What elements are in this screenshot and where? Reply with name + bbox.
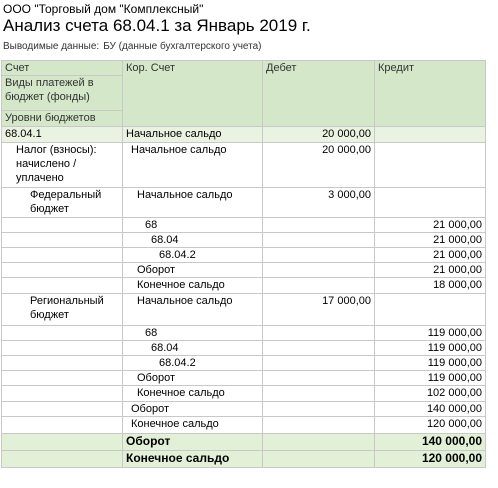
row-corr: 68.04.2	[123, 248, 263, 263]
row-debit	[263, 248, 375, 263]
row-credit: 119 000,00	[375, 341, 486, 356]
row-account	[2, 451, 123, 468]
row-debit	[263, 218, 375, 233]
table-row-total-closing	[2, 451, 486, 468]
row-payment-type	[2, 417, 123, 434]
header-payment-types: Виды платежей в бюджет (фонды)	[2, 76, 123, 111]
header-debit: Дебет	[263, 61, 375, 127]
row-debit	[263, 402, 375, 417]
row-corr: Оборот	[123, 371, 263, 386]
row-debit: 3 000,00	[263, 188, 375, 218]
table-row	[2, 218, 486, 233]
row-corr: Начальное сальдо	[123, 143, 263, 188]
row-credit: 18 000,00	[375, 278, 486, 294]
row-credit: 119 000,00	[375, 326, 486, 341]
row-debit	[263, 341, 375, 356]
params-value: БУ (данные бухгалтерского учета)	[103, 41, 262, 52]
row-debit: 20 000,00	[263, 127, 375, 143]
row-corr: Конечное сальдо	[123, 278, 263, 294]
table-row-tax	[2, 143, 486, 188]
row-debit: 20 000,00	[263, 143, 375, 188]
row-corr: 68.04	[123, 341, 263, 356]
row-corr: Начальное сальдо	[123, 127, 263, 143]
table-row-closing	[2, 278, 486, 294]
row-credit: 119 000,00	[375, 371, 486, 386]
table-row-closing	[2, 386, 486, 402]
header-row	[2, 61, 486, 76]
row-corr: Начальное сальдо	[123, 294, 263, 326]
header-account: Счет	[2, 61, 123, 76]
row-budget-level	[2, 356, 123, 371]
row-debit	[263, 326, 375, 341]
table-row-total-turnover	[2, 434, 486, 451]
row-corr: 68.04.2	[123, 356, 263, 371]
row-debit	[263, 434, 375, 451]
row-debit	[263, 356, 375, 371]
row-corr: Оборот	[123, 402, 263, 417]
row-budget-level	[2, 278, 123, 294]
row-budget-level	[2, 248, 123, 263]
row-credit: 21 000,00	[375, 263, 486, 278]
report-params	[3, 41, 262, 52]
table-row	[2, 326, 486, 341]
row-credit	[375, 294, 486, 326]
table-row-turnover	[2, 263, 486, 278]
row-corr: Начальное сальдо	[123, 188, 263, 218]
row-credit: 140 000,00	[375, 402, 486, 417]
row-credit	[375, 127, 486, 143]
row-budget-level	[2, 233, 123, 248]
row-budget-level	[2, 341, 123, 356]
table-row	[2, 341, 486, 356]
row-corr: 68.04	[123, 233, 263, 248]
row-debit	[263, 451, 375, 468]
row-credit: 120 000,00	[375, 417, 486, 434]
row-debit: 17 000,00	[263, 294, 375, 326]
row-corr: Конечное сальдо	[123, 386, 263, 402]
row-corr: 68	[123, 218, 263, 233]
row-budget-level	[2, 263, 123, 278]
table-row	[2, 248, 486, 263]
table-row	[2, 356, 486, 371]
row-corr: Оборот	[123, 434, 263, 451]
row-credit: 21 000,00	[375, 218, 486, 233]
row-credit: 120 000,00	[375, 451, 486, 468]
table-row-federal	[2, 188, 486, 218]
row-corr: Конечное сальдо	[123, 451, 263, 468]
table-row-regional	[2, 294, 486, 326]
row-corr: 68	[123, 326, 263, 341]
row-budget-level	[2, 218, 123, 233]
company-name: ООО "Торговый дом "Комплексный"	[3, 2, 204, 16]
table-row-turnover	[2, 371, 486, 386]
row-debit	[263, 417, 375, 434]
header-corr-account: Кор. Счет	[123, 61, 263, 127]
params-label: Выводимые данные:	[3, 41, 100, 52]
table-row-closing	[2, 417, 486, 434]
row-budget-level: Региональный бюджет	[2, 294, 123, 326]
row-account: 68.04.1	[2, 127, 123, 143]
table-row-account	[2, 127, 486, 143]
report-title: Анализ счета 68.04.1 за Январь 2019 г.	[3, 16, 311, 35]
row-debit	[263, 278, 375, 294]
report-table	[1, 60, 486, 468]
table-row	[2, 233, 486, 248]
row-credit	[375, 143, 486, 188]
row-credit: 119 000,00	[375, 356, 486, 371]
row-payment-type	[2, 402, 123, 417]
row-payment-type: Налог (взносы): начислено / уплачено	[2, 143, 123, 188]
row-budget-level	[2, 386, 123, 402]
row-budget-level	[2, 371, 123, 386]
row-debit	[263, 263, 375, 278]
header-budget-levels: Уровни бюджетов	[2, 111, 123, 127]
row-corr: Конечное сальдо	[123, 417, 263, 434]
row-debit	[263, 371, 375, 386]
row-credit: 102 000,00	[375, 386, 486, 402]
row-debit	[263, 233, 375, 248]
header-credit: Кредит	[375, 61, 486, 127]
row-debit	[263, 386, 375, 402]
row-account	[2, 434, 123, 451]
row-credit: 21 000,00	[375, 233, 486, 248]
row-budget-level: Федеральный бюджет	[2, 188, 123, 218]
row-credit: 21 000,00	[375, 248, 486, 263]
row-credit: 140 000,00	[375, 434, 486, 451]
row-corr: Оборот	[123, 263, 263, 278]
row-credit	[375, 188, 486, 218]
row-budget-level	[2, 326, 123, 341]
table-row-turnover	[2, 402, 486, 417]
